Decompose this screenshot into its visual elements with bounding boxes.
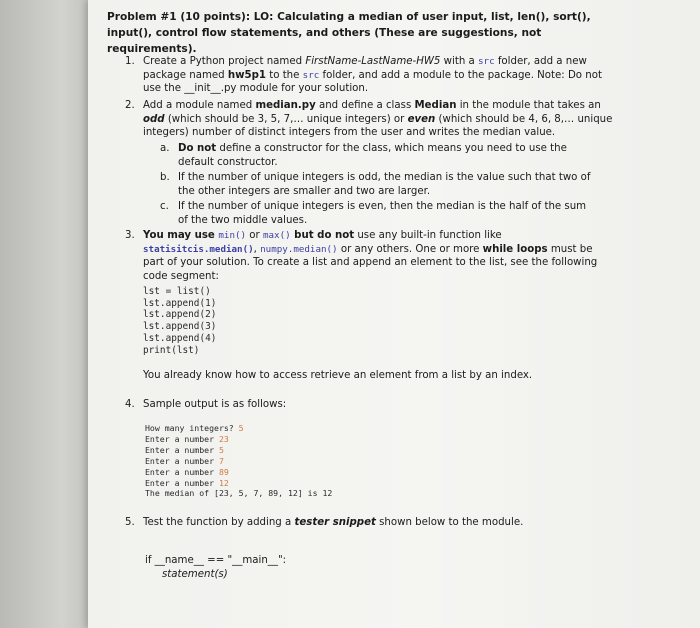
code-line: lst.append(3) (143, 321, 217, 333)
item-2-number: 2. (125, 100, 135, 111)
problem-title: Problem #1 (10 points): LO: Calculating a median of user input, list, len(), sort(), input(), control flow statements, and others (These are suggestions, not requirements). (107, 11, 591, 55)
item-2a-text: Do not define a constructor for the class, which means you need to use the default constructor. (178, 143, 567, 168)
item-3-after-text: You already know how to access retrieve an element from a list by an index. (143, 370, 533, 381)
item-4-number: 4. (125, 399, 135, 410)
code-line: lst.append(4) (143, 332, 217, 344)
item-3-number: 3. (125, 230, 135, 241)
sample-line: Enter a number 5 (145, 444, 224, 455)
sample-line: Enter a number 23 (145, 433, 229, 444)
code-line: lst.append(2) (143, 309, 217, 321)
code-line: lst = list() (143, 286, 211, 297)
code-line: print(lst) (143, 344, 200, 356)
sample-output (145, 423, 332, 499)
item-2b-text: If the number of unique integers is odd, the median is the value such that two of the other integers are smaller and two are larger. (178, 172, 591, 197)
item-5-text: Test the function by adding a tester snippet shown below to the module. (143, 517, 524, 528)
code-segment (143, 286, 216, 356)
item-2-text: Add a module named median.py and define a class Median in the module that takes an odd (which should be 3, 5, 7,… unique integers) or even (which should be 4, 6, 8,… unique integers) number of distinct integers from the user and writes the median value. (143, 100, 613, 139)
item-1-number: 1. (125, 56, 135, 67)
sample-line: How many integers? 5 (145, 423, 244, 433)
item-3-text: You may use min() or max() but do not use any built-in function like statisitcis.median(), numpy.median() or any others. One or more while loops must be part of your solution. To create a list and append an element to the list, see the following code segment: (143, 230, 598, 282)
sample-line: Enter a number 7 (145, 455, 224, 466)
item-4-text: Sample output is as follows: (143, 399, 287, 410)
item-2a-label: a. (160, 143, 170, 154)
sample-line: The median of [23, 5, 7, 89, 12] is 12 (145, 488, 333, 499)
tester-if-line: if __name__ == "__main__": (145, 555, 287, 566)
item-2b-label: b. (160, 172, 170, 183)
tester-statement: statement(s) (162, 569, 228, 580)
sample-line: Enter a number 12 (145, 477, 229, 488)
item-2c-label: c. (160, 201, 169, 212)
sample-line: Enter a number 89 (145, 466, 229, 477)
item-1-text: Create a Python project named FirstName-LastName-HW5 with a src folder, add a new package named hw5p1 to the src folder, and add a module to the package. Note: Do not use the __init__.py module for your solution. (143, 56, 602, 95)
background-edge (0, 0, 88, 628)
item-5-number: 5. (125, 517, 135, 528)
item-2c-text: If the number of unique integers is even, then the median is the half of the sum of the two middle values. (178, 201, 587, 226)
code-line: lst.append(1) (143, 297, 217, 309)
